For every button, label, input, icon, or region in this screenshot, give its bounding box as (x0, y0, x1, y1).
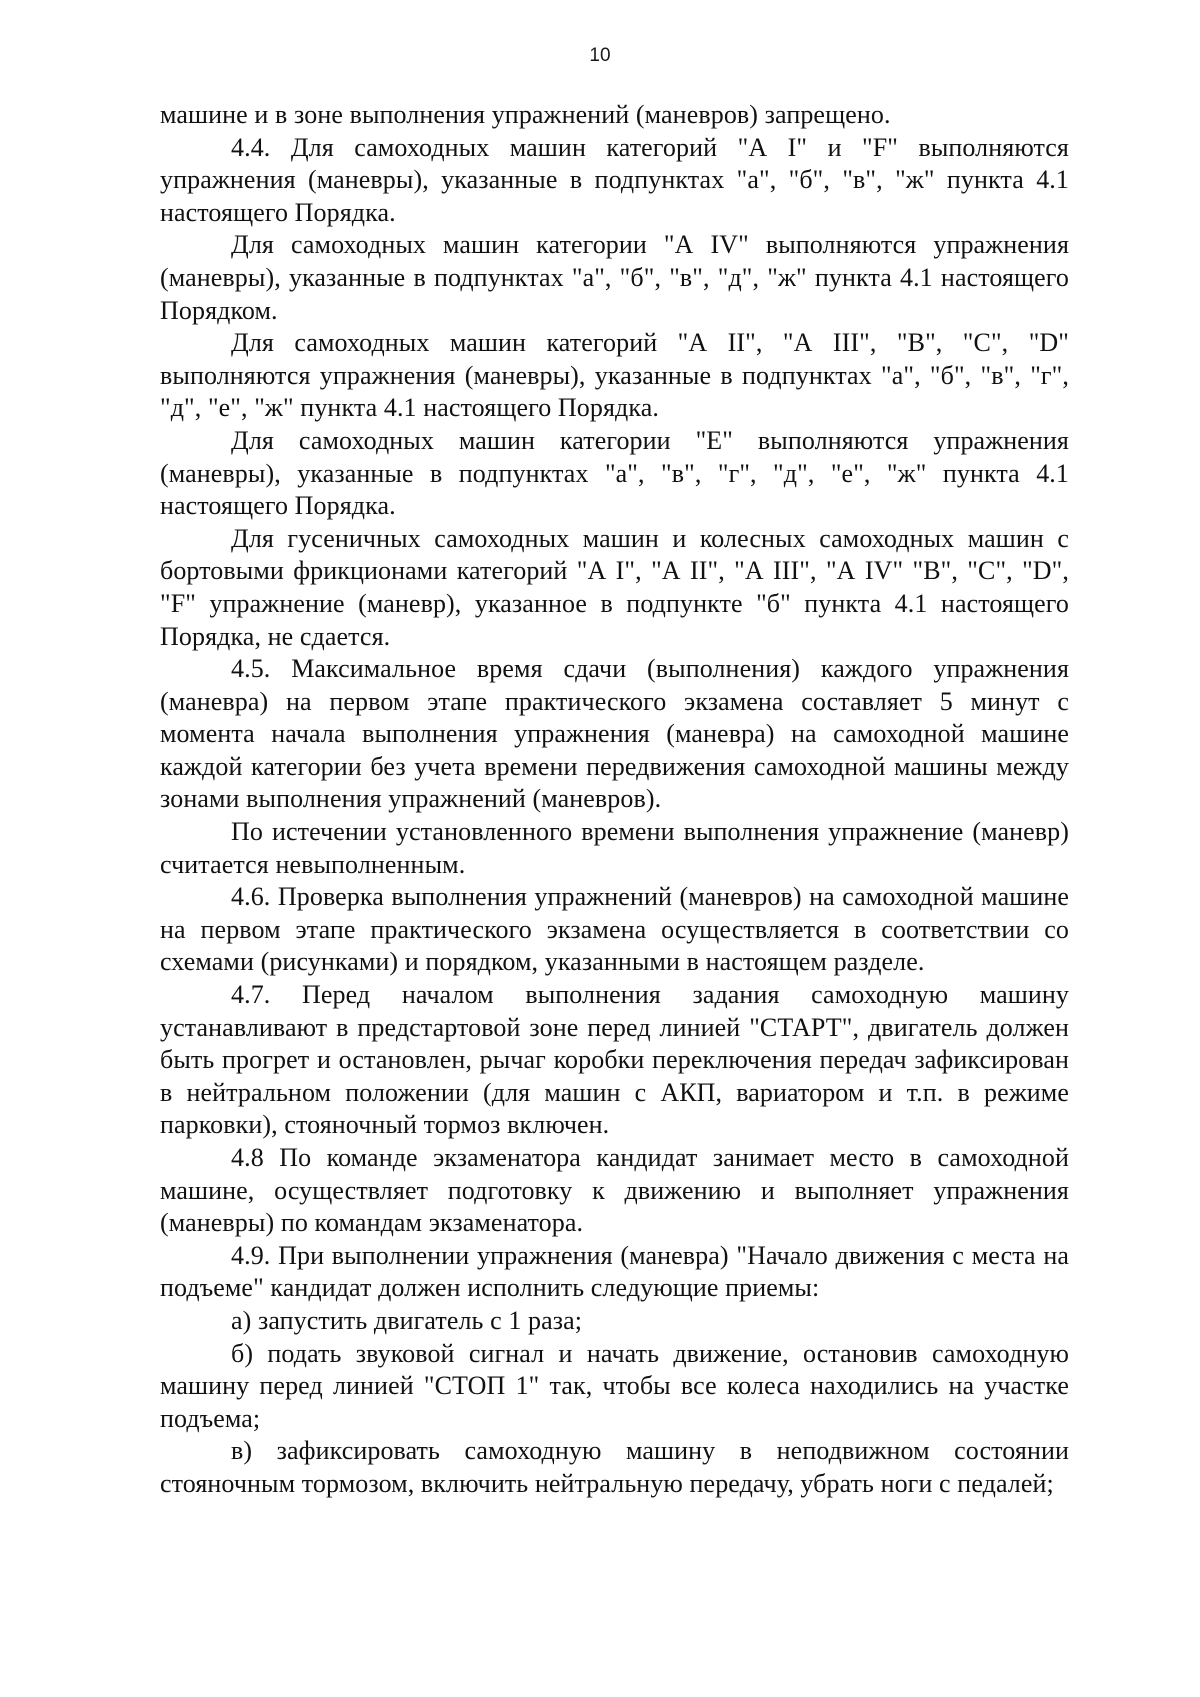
document-body (160, 99, 1069, 1501)
paragraph: Для самоходных машин категории "Е" выполняются упражнения (маневры), указанные в подпунктах "а", "в", "г", "д", "е", "ж" пункта 4.1 настоящего Порядка. (160, 425, 1069, 521)
paragraph-4-7: 4.7. Перед началом выполнения задания самоходную машину устанавливают в предстартовой зоне перед линией "СТАРТ", двигатель должен быть прогрет и остановлен, рычаг коробки переключения передач зафиксирован в нейтральном положении (для машин с АКП, вариатором и т.п. в режиме парковки), стояночный тормоз включен. (160, 980, 1069, 1140)
paragraph-4-4: 4.4. Для самоходных машин категорий "А I" и "F" выполняются упражнения (маневры), указанные в подпунктах "а", "б", "в", "ж" пункта 4.1 настоящего Порядка. (160, 132, 1069, 227)
paragraph: Для самоходных машин категории "А IV" выполняются упражнения (маневры), указанные в подпунктах "а", "б", "в", "д", "ж" пункта 4.1 настоящего Порядком. (160, 230, 1069, 325)
paragraph: Для самоходных машин категорий "А II", "А III", "В", "С", "D" выполняются упражнения (маневры), указанные в подпунктах "а", "б", "в", "г", "д", "е", "ж" пункта 4.1 настоящего Порядка. (160, 328, 1069, 423)
paragraph-4-9: 4.9. При выполнении упражнения (маневра) "Начало движения с места на подъеме" кандидат должен исполнить следующие приемы: (160, 1240, 1069, 1303)
list-item-a: а) запустить двигатель с 1 раза; (231, 1305, 583, 1335)
list-item-b: б) подать звуковой сигнал и начать движение, остановив самоходную машину перед линией "СТОП 1" так, чтобы все колеса находились на участке подъема; (160, 1338, 1069, 1433)
paragraph: Для гусеничных самоходных машин и колесных самоходных машин с бортовыми фрикционами категорий "А I", "А II", "А III", "А IV" "В", "С", "D", "F" упражнение (маневр), указанное в подпункте "б" пункта 4.1 настоящего Порядка, не сдается. (160, 523, 1069, 651)
paragraph: По истечении установленного времени выполнения упражнение (маневр) считается невыполненным. (160, 817, 1069, 879)
paragraph-4-5: 4.5. Максимальное время сдачи (выполнения) каждого упражнения (маневра) на первом этапе практического экзамена составляет 5 минут с момента начала выполнения упражнения (маневра) на самоходной машине каждой категории без учета времени передвижения самоходной машины между зонами выполнения упражнений (маневров). (160, 654, 1069, 814)
page-number: 10 (589, 45, 611, 66)
list-item-v: в) зафиксировать самоходную машину в неподвижном состоянии стояночным тормозом, включить нейтральную передачу, убрать ноги с педалей; (160, 1436, 1069, 1498)
paragraph-4-8: 4.8 По команде экзаменатора кандидат занимает место в самоходной машине, осуществляет подготовку к движению и выполняет упражнения (маневры) по командам экзаменатора. (160, 1143, 1069, 1238)
paragraph-4-6: 4.6. Проверка выполнения упражнений (маневров) на самоходной машине на первом этапе практического экзамена осуществляется в соответствии со схемами (рисунками) и порядком, указанными в настоящем разделе. (160, 882, 1069, 977)
paragraph: машине и в зоне выполнения упражнений (маневров) запрещено. (160, 100, 891, 129)
